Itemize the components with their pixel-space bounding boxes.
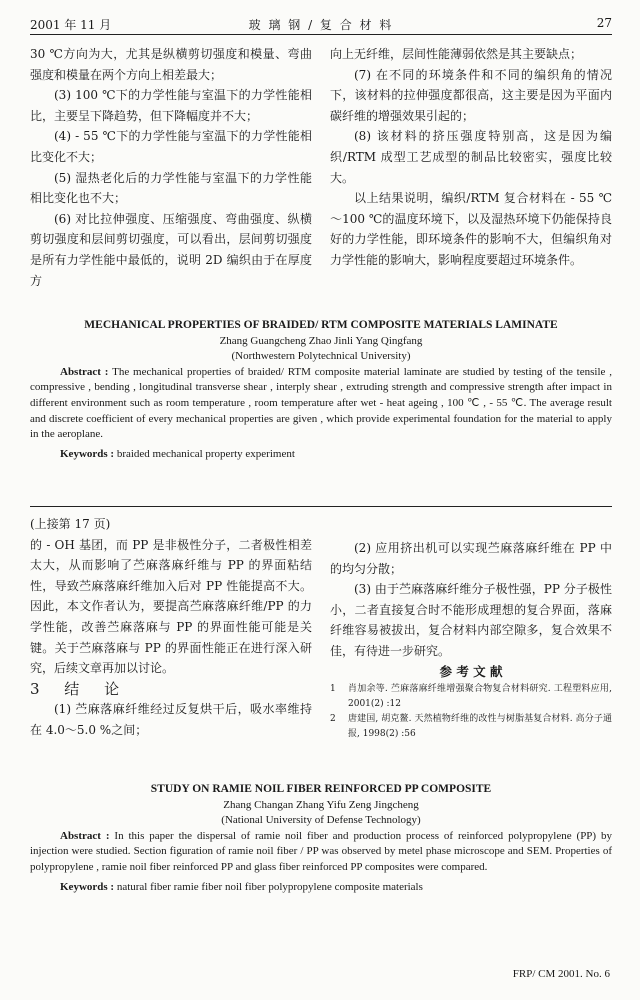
reference-item: 2 唐建国, 胡克鳌. 天然植物纤维的改性与树脂基复合材料. 高分子通报, 1998(2) :56 — [330, 714, 612, 740]
english-abstract-2 — [30, 782, 612, 895]
keywords-text: natural fiber ramie fiber noil fiber polypropylene composite materials — [116, 880, 423, 893]
paragraph: (3) 100 ℃下的力学性能与室温下的力学性能相比，主要呈下降趋势，但下降幅度并不大； — [30, 88, 312, 123]
paragraph: (8) 该材料的挤压强度特别高，这是因为编织/RTM 成型工艺成型的制品比较密实，强度比较大。 — [330, 129, 612, 185]
abstract-title: MECHANICAL PROPERTIES OF BRAIDED/ RTM COMPOSITE MATERIALS LAMINATE — [84, 319, 558, 331]
abstract-text: The mechanical properties of braided/ RTM composite material laminate are studied by testing of the tensile , compressive , bending , longitudinal transverse shear , interply shear , extruding strength and compressive strength after impact in different environment such as room temperature , room temperature after wet - heat ageing , 100 ℃ , - 55 ℃. The average result and discrete coefficient of every mechanical properties are given , which provide experimental foundation for the material to apply in the aeroplane. — [30, 365, 612, 441]
mid-right-column — [330, 538, 612, 742]
page-header — [30, 12, 612, 34]
english-abstract-1 — [30, 318, 612, 462]
keywords-text: braided mechanical property experiment — [116, 447, 295, 460]
references-list — [330, 682, 612, 742]
paragraph: 以上结果说明，编织/RTM 复合材料在 - 55 ℃～100 ℃的温度环境下，以及湿热环境下仍能保持良好的力学性能，即环境条件的影响不大，但编织角对力学性能的影响大，影响程度要超过环境条件。 — [330, 191, 612, 267]
abstract-label: Abstract : — [60, 829, 110, 842]
paragraph: 30 ℃方向为大，尤其是纵横剪切强度和模量、弯曲强度和模量在两个方向上相差最大； — [30, 47, 312, 82]
keywords-label: Keywords : — [60, 447, 115, 460]
paragraph: (3) 由于苎麻落麻纤维分子极性强，PP 分子极性小，二者直接复合时不能形成理想的复合界面，落麻纤维容易被拔出，复合材料内部空隙多，复合效果不佳，有待进一步研究。 — [330, 582, 612, 658]
section-heading: 3 结 论 — [30, 679, 130, 698]
mid-left-column — [30, 514, 312, 741]
paragraph: 向上无纤维，层间性能薄弱依然是其主要缺点； — [330, 47, 583, 61]
paragraph: (5) 湿热老化后的力学性能与室温下的力学性能相比变化也不大； — [30, 170, 312, 206]
abstract-affiliation: (National University of Defense Technology) — [221, 814, 421, 827]
abstract-text: In this paper the dispersal of ramie noil fiber and production process of reinforced polypropylene (PP) by injection were studied. Section figuration of ramie noil fiber / PP was observed by metel phase microscope and SEM. Properties of polypropylene , ramie noil fiber reinforced PP and glass fiber reinforced PP composites were compared. — [30, 829, 612, 873]
paragraph: (1) 苎麻落麻纤维经过反复烘干后，吸水率维持在 4.0～5.0 %之间； — [30, 702, 312, 737]
keywords-label: Keywords : — [60, 880, 115, 893]
abstract-authors: Zhang Changan Zhang Yifu Zeng Jingcheng — [223, 798, 419, 811]
keywords — [30, 880, 612, 896]
header-page-number: 27 — [596, 16, 612, 30]
top-left-column — [30, 44, 312, 291]
abstract-title: STUDY ON RAMIE NOIL FIBER REINFORCED PP COMPOSITE — [150, 783, 492, 795]
abstract-label: Abstract : — [60, 365, 109, 378]
abstract-authors: Zhang Guangcheng Zhao Jinli Yang Qingfang — [219, 334, 423, 347]
top-right-column — [330, 44, 612, 271]
abstract-affiliation: (Northwestern Polytechnical University) — [231, 350, 411, 363]
abstract-body — [30, 829, 612, 876]
paragraph: (4) - 55 ℃下的力学性能与室温下的力学性能相比变化不大； — [30, 129, 312, 164]
paragraph: (2) 应用挤出机可以实现苎麻落麻纤维在 PP 中的均匀分散； — [330, 541, 612, 576]
header-journal: 玻 璃 钢 / 复 合 材 料 — [248, 18, 394, 32]
abstract-body — [30, 365, 612, 443]
continued-note: (上接第 17 页) — [30, 517, 111, 531]
reference-item: 1 肖加余等. 苎麻落麻纤维增强聚合物复合材料研究. 工程塑料应用, 2001(2) :12 — [330, 684, 612, 710]
paragraph: (6) 对比拉伸强度、压缩强度、弯曲强度、纵横剪切强度和层间剪切强度，可以看出，层间剪切强度是所有力学性能中最低的，说明 2D 编织由于在厚度方 — [30, 211, 312, 288]
header-date: 2001 年 11 月 — [30, 18, 112, 32]
paragraph: (7) 在不同的环境条件和不同的编织角的情况下，该材料的拉伸强度都很高，这主要是因为平面内碳纤维的增强效果引起的； — [330, 67, 612, 123]
keywords — [30, 447, 612, 463]
paragraph: 的 - OH 基团，而 PP 是非极性分子，二者极性相差太大，从而影响了苎麻落麻纤维与 PP 的界面粘结性，导致苎麻落麻纤维加入后对 PP 性能提高不大。因此，本文作者认为，要提高苎麻落麻纤维/PP 的力学性能，改善苎麻落麻与 PP 的界面性能可能是关键。关于苎麻落麻与 PP 的界面性能正在进行深入研究，后续文章再加以讨论。 — [30, 537, 312, 676]
references-title: 参 考 文 献 — [439, 663, 503, 679]
header-rule — [30, 34, 612, 35]
section-rule — [30, 506, 612, 507]
page-footer: FRP/ CM 2001. No. 6 — [512, 968, 610, 980]
